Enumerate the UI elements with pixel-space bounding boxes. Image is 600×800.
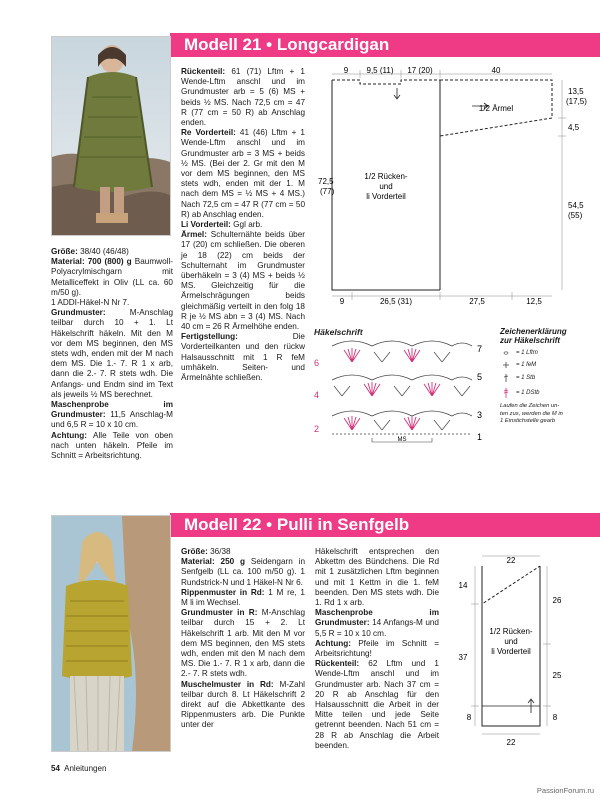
model22-mid-text: [315, 547, 439, 751]
row-number-3: 3: [477, 410, 483, 420]
dim-bottom-4: 12,5: [526, 297, 542, 306]
piece-label-2: und: [379, 182, 393, 191]
model21-left-text: [51, 247, 173, 461]
dim-bottom-3: 27,5: [469, 297, 485, 306]
dim-top-2: 9,5 (11): [366, 66, 394, 75]
dim-height-2: (77): [320, 187, 335, 196]
ms-label: MS: [397, 437, 407, 443]
section-label: Anleitungen: [64, 764, 107, 773]
model21-schematic: [312, 66, 594, 306]
model22-left-text: [181, 547, 305, 731]
dim-right-2: (17,5): [566, 97, 587, 106]
model21-header-band: [170, 33, 600, 57]
row-number-2: 2: [314, 424, 320, 434]
dim-right-4: 54,5: [568, 201, 584, 210]
text-paragraph: Rückenteil: 61 (71) Lftm + 1 Wende-Lftm anschl und im Grundmuster arb = 5 (6) MS + beids ½ MS. Nach 72,5 cm = 47 R (77 cm = 50 R) ab Anschlag enden.: [181, 67, 305, 128]
legend-item-fem: = 1 feM: [500, 361, 596, 369]
dim-height-1: 72,5: [318, 177, 334, 186]
text-paragraph: Grundmuster in R: M-Anschlag teilbar durch 15 + 2. Lt Häkelschrift 1 arb. Mit den M vor dem MS beginnen, den MS stets wdh, enden mit den M nach dem MS. Die 1.- 7. R 1 x arb, dann die 2.- 7. R stets wdh.: [181, 608, 305, 679]
page-number: 54: [51, 764, 60, 773]
row-number-1: 1: [477, 432, 483, 442]
text-paragraph: Grundmuster: M-Anschlag teilbar durch 10 + 1. Lt Häkelschrift häkeln. Mit den M vor dem MS beginnen, den MS stets wdh, enden mit der M nach dem MS. Die 1.- 7. R 1 x arb, dann die 2.- 7. R stets wdh. Die Anfangs- und Endm sind im Text als jeweils ½ MS berechnet.: [51, 308, 173, 399]
dim-top: 22: [506, 556, 516, 565]
dim-top-4: 40: [491, 66, 501, 75]
dim-top-1: 9: [343, 66, 349, 75]
model21-mid-text: [181, 67, 305, 383]
row-number-4: 4: [314, 390, 320, 400]
model22-photo: [51, 515, 171, 752]
text-paragraph: Material: 700 (800) g Baumwoll-Polyacrylmischgarn mit Metalliceffekt in Oliv (LL ca. 60 m/50 g).: [51, 257, 173, 297]
text-paragraph: Größe: 36/38: [181, 547, 231, 556]
piece-label-1: 1/2 Rücken-: [489, 627, 533, 636]
model22-title: Modell 22 • Pulli in Senfgelb: [184, 515, 410, 534]
dim-top-3: 17 (20): [407, 66, 433, 75]
dim-left-2: 37: [458, 653, 468, 662]
model21-photo: [51, 36, 171, 236]
text-paragraph: Muschelmuster in Rd: M-Zahl teilbar durch 8. Lt Häkelschrift 2 direkt auf die Abkettkante des Rippenmusters arb. Die Punkte unter der: [181, 679, 305, 730]
watermark: PassionForum.ru: [536, 786, 594, 795]
text-paragraph: Li Vorderteil: Ggl arb.: [181, 220, 263, 230]
text-paragraph: Re Vorderteil: 41 (46) Lftm + 1 Wende-Lftm anschl und im Grundmuster arb = 3 MS + beids ½ MS. (Bei der 2. Gr mit den M vor dem MS beginnen, den MS stets wdh, enden mit der 1. M nach dem MS = ½ MS + 4 MS.) Nach 72,5 cm = 47 R (77 cm = 50 R) ab Anschlag enden.: [181, 128, 305, 219]
dim-right-1: 13,5: [568, 87, 584, 96]
page-footer: [51, 764, 106, 773]
legend-item-lftm: = 1 Lftm: [500, 349, 596, 357]
legend-note: Laufen die Zeichen un- ten zus, werden die M in 1 Einstichstelle gearb: [500, 403, 563, 424]
model22-header-band: [170, 513, 600, 537]
piece-label-1: 1/2 Rücken-: [364, 172, 408, 181]
text-paragraph: Häkelschrift entsprechen den Abkettm des Bündchens. Die Rd mit 1 zusätzlichen Lftm beginnen und mit 1 Kettm in die 1. feM beenden. Den MS stets wdh. Die 1. Rd 1 x arb.: [315, 547, 439, 608]
dim-right-3: 8: [552, 713, 558, 722]
text-paragraph: Maschenprobe im Grundmuster: 11,5 Anschlag-M und 6,5 R = 10 x 10 cm.: [51, 400, 173, 430]
model21-title: Modell 21 • Longcardigan: [184, 35, 390, 54]
piece-label-3: li Vorderteil: [366, 192, 406, 201]
row-number-7: 7: [477, 344, 483, 354]
text-paragraph: Größe: 38/40 (46/48): [51, 247, 129, 256]
text-paragraph: Material: 250 g Seidengarn in Senfgelb (LL ca. 100 m/50 g). 1 Rundstrick-N und 1 Häkel-N Nr 6.: [181, 557, 305, 587]
text-paragraph: Rippenmuster in Rd: 1 M re, 1 M li im Wechsel.: [181, 587, 305, 608]
dim-right-1: 26: [552, 596, 562, 605]
chart-legend: [500, 327, 596, 426]
dim-bottom: 22: [506, 738, 516, 747]
text-paragraph: 1 ADDI-Häkel-N Nr 7.: [51, 298, 130, 308]
legend-item-stb: = 1 Stb: [500, 373, 596, 383]
dim-bottom-1: 9: [339, 297, 345, 306]
legend-item-dstb: = 1 DStb: [500, 387, 596, 399]
piece-label-3: li Vorderteil: [491, 647, 531, 656]
dim-right-5: (55): [568, 211, 583, 220]
chart-title: Häkelschrift: [314, 327, 363, 337]
row-number-5: 5: [477, 372, 483, 382]
text-paragraph: Fertigstellung: Die Vorderteilkanten und den rückw Halsausschnitt mit 1 R feM umhäkeln. Seiten- und Ärmelnähte schließen.: [181, 332, 305, 383]
text-paragraph: Rückenteil: 62 Lftm und 1 Wende-Lftm anschl und im Grundmuster arb. Nach 37 cm = 20 R ab Anschlag für den Halsausschnitt die Arbeit in der Mitte teilen und jede Seite getrennt beenden. Nach 51 cm = 28 R ab Anschlag die Arbeit beenden.: [315, 659, 439, 750]
sleeve-label: 1/2 Ärmel: [478, 104, 514, 113]
row-number-6: 6: [314, 358, 320, 368]
text-paragraph: Ärmel: Schulternähte beids über 17 (20) cm schließen. Die oberen je 18 (22) cm beids der Schulternaht im Grundmuster überhäkeln = 3 (4) MS + beids ½ MS. Gleichzeitig für die Ärmelschrägungen beids gleichmäßig verteilt in den folg 18 R je ½ MS abn = 3 (4) MS. Nach 40 cm = 26 R Ärmelhöhe enden.: [181, 230, 305, 332]
dim-left-1: 14: [458, 581, 468, 590]
crochet-chart: [312, 338, 492, 446]
legend-title: Zeichenerklärung zur Häkelschrift: [500, 327, 567, 345]
dim-left-3: 8: [466, 713, 472, 722]
text-paragraph: Achtung: Alle Teile von oben nach unten häkeln. Pfeile im Schnitt = Arbeitsrichtung.: [51, 430, 173, 461]
piece-label-2: und: [504, 637, 518, 646]
dim-right-3: 4,5: [568, 123, 580, 132]
text-paragraph: Maschenprobe im Grundmuster: 14 Anfangs-M und 5,5 R = 10 x 10 cm.: [315, 608, 439, 638]
model22-schematic: [455, 548, 565, 754]
dim-right-2: 25: [552, 671, 562, 680]
text-paragraph: Achtung: Pfeile im Schnitt = Arbeitsrichtung!: [315, 638, 439, 659]
dim-bottom-2: 26,5 (31): [379, 297, 413, 306]
